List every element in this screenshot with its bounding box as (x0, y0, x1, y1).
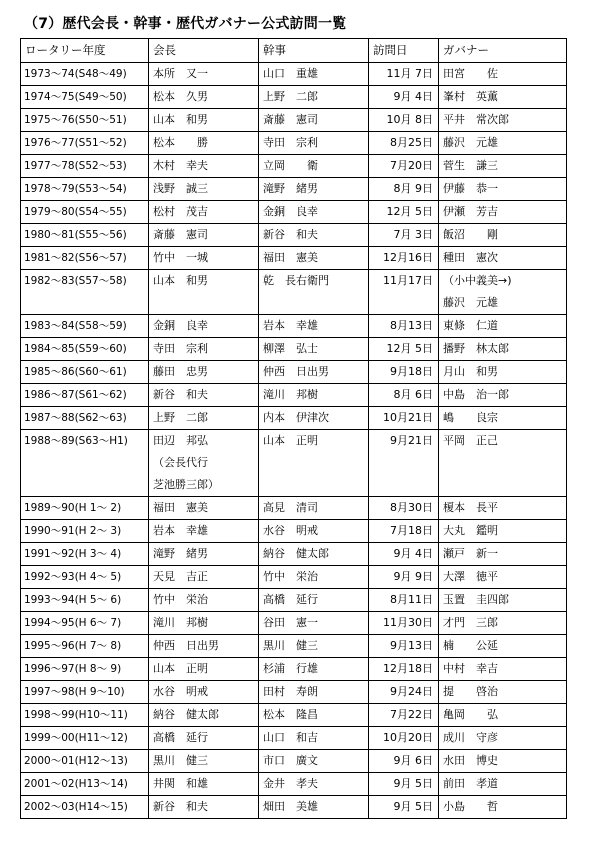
table-row (21, 338, 567, 361)
president-line: 松村 茂吉 (153, 205, 208, 218)
president-line: 黒川 健三 (153, 754, 208, 767)
secretary-cell: 滝野 緒男 (259, 178, 369, 201)
secretary-cell: 山口 重雄 (259, 63, 369, 86)
president-line: 水谷 明戒 (153, 685, 208, 698)
table-row (21, 63, 567, 86)
table-row (21, 270, 567, 315)
governor-line: 楠 公延 (443, 639, 498, 652)
president-line: 山本 和男 (153, 113, 208, 126)
secretary-cell: 谷田 憲一 (259, 612, 369, 635)
table-row (21, 201, 567, 224)
president-cell (149, 750, 259, 773)
governor-cell (439, 727, 567, 750)
president-line: 浅野 誠三 (153, 182, 208, 195)
governor-cell (439, 750, 567, 773)
table-row (21, 315, 567, 338)
year-cell: 1974～75(S49～50) (21, 86, 149, 109)
governor-cell (439, 796, 567, 819)
governor-line: 伊瀬 芳吉 (443, 205, 498, 218)
year-cell: 2000～01(H12～13) (21, 750, 149, 773)
table-row (21, 796, 567, 819)
secretary-cell: 市口 廣文 (259, 750, 369, 773)
visit-date-cell: 8月13日 (369, 315, 439, 338)
visit-date-cell: 11月30日 (369, 612, 439, 635)
secretary-cell: 滝川 邦樹 (259, 384, 369, 407)
president-line: 松本 勝 (153, 136, 208, 149)
president-line: 藤田 忠男 (153, 365, 208, 378)
year-cell: 1981～82(S56～57) (21, 247, 149, 270)
governor-cell (439, 658, 567, 681)
governor-line: 小島 哲 (443, 800, 498, 813)
year-cell: 1991～92(H 3～ 4) (21, 543, 149, 566)
president-cell (149, 681, 259, 704)
president-cell (149, 407, 259, 430)
governor-cell (439, 132, 567, 155)
year-cell: 1977～78(S52～53) (21, 155, 149, 178)
year-cell: 1989～90(H 1～ 2) (21, 497, 149, 520)
visit-date-cell: 12月16日 (369, 247, 439, 270)
visit-date-cell: 12月18日 (369, 658, 439, 681)
visit-date-cell: 7月 3日 (369, 224, 439, 247)
header-year: ロータリー年度 (21, 39, 149, 63)
president-cell (149, 361, 259, 384)
year-cell: 1997～98(H 9～10) (21, 681, 149, 704)
visit-date-cell: 9月21日 (369, 430, 439, 497)
visit-date-cell: 9月 5日 (369, 773, 439, 796)
year-cell: 1998～99(H10～11) (21, 704, 149, 727)
president-line: 金銅 良幸 (153, 319, 208, 332)
year-cell: 1978～79(S53～54) (21, 178, 149, 201)
secretary-cell: 畑田 美雄 (259, 796, 369, 819)
governor-cell (439, 86, 567, 109)
year-cell: 1990～91(H 2～ 3) (21, 520, 149, 543)
governor-cell (439, 315, 567, 338)
visit-date-cell: 9月 4日 (369, 543, 439, 566)
governor-cell (439, 384, 567, 407)
secretary-cell: 高見 清司 (259, 497, 369, 520)
governor-line: 平岡 正己 (443, 434, 498, 447)
president-line: 天見 吉正 (153, 570, 208, 583)
table-row (21, 566, 567, 589)
governor-line: 提 啓治 (443, 685, 498, 698)
visit-date-cell: 11月 7日 (369, 63, 439, 86)
secretary-cell: 松本 隆昌 (259, 704, 369, 727)
president-cell (149, 270, 259, 315)
year-cell: 1976～77(S51～52) (21, 132, 149, 155)
header-row (21, 39, 567, 63)
table-row (21, 773, 567, 796)
governor-line: 菅生 謙三 (443, 159, 498, 172)
table-row (21, 658, 567, 681)
secretary-cell: 斎藤 憲司 (259, 109, 369, 132)
president-line: 新谷 和夫 (153, 388, 208, 401)
president-cell (149, 224, 259, 247)
table-row (21, 520, 567, 543)
president-cell (149, 247, 259, 270)
secretary-cell: 水谷 明戒 (259, 520, 369, 543)
year-cell: 1994～95(H 6～ 7) (21, 612, 149, 635)
president-line: 仲西 日出男 (153, 639, 219, 652)
governor-cell (439, 63, 567, 86)
table-row (21, 750, 567, 773)
year-cell: 1975～76(S50～51) (21, 109, 149, 132)
secretary-cell: 金銅 良幸 (259, 201, 369, 224)
year-cell: 1979～80(S54～55) (21, 201, 149, 224)
president-line: （会長代行 (153, 456, 208, 469)
secretary-cell: 金井 孝夫 (259, 773, 369, 796)
president-line: 松本 久男 (153, 90, 208, 103)
table-row (21, 109, 567, 132)
secretary-cell: 上野 二郎 (259, 86, 369, 109)
table-row (21, 543, 567, 566)
secretary-cell: 杉浦 行雄 (259, 658, 369, 681)
president-cell (149, 155, 259, 178)
governor-cell (439, 704, 567, 727)
governor-line: 才門 三郎 (443, 616, 498, 629)
governor-line: 嶋 良宗 (443, 411, 498, 424)
year-cell: 1992～93(H 4～ 5) (21, 566, 149, 589)
year-cell: 1995～96(H 7～ 8) (21, 635, 149, 658)
visit-date-cell: 9月13日 (369, 635, 439, 658)
visit-date-cell: 9月 5日 (369, 796, 439, 819)
table-row (21, 178, 567, 201)
visit-date-cell: 10月21日 (369, 407, 439, 430)
table-row (21, 430, 567, 497)
president-cell (149, 63, 259, 86)
table-row (21, 612, 567, 635)
president-cell (149, 543, 259, 566)
governor-line: 榎本 長平 (443, 501, 498, 514)
president-line: 竹中 栄治 (153, 593, 208, 606)
governor-cell (439, 566, 567, 589)
president-cell (149, 796, 259, 819)
table-row (21, 384, 567, 407)
governor-line: 伊藤 恭一 (443, 182, 498, 195)
governor-cell (439, 520, 567, 543)
governor-line: 藤沢 元雄 (443, 296, 498, 309)
table-row (21, 86, 567, 109)
president-line: 斎藤 憲司 (153, 228, 208, 241)
president-line: 岩本 幸雄 (153, 524, 208, 537)
governor-cell (439, 270, 567, 315)
table-row (21, 681, 567, 704)
president-line: 井関 和雄 (153, 777, 208, 790)
visit-date-cell: 9月 4日 (369, 86, 439, 109)
visit-date-cell: 8月 9日 (369, 178, 439, 201)
visit-date-cell: 7月22日 (369, 704, 439, 727)
president-cell (149, 132, 259, 155)
table-row (21, 155, 567, 178)
table-row (21, 224, 567, 247)
president-cell (149, 612, 259, 635)
governor-cell (439, 224, 567, 247)
president-cell (149, 704, 259, 727)
year-cell: 1987～88(S62～63) (21, 407, 149, 430)
president-cell (149, 727, 259, 750)
governor-cell (439, 635, 567, 658)
year-cell: 2002～03(H14～15) (21, 796, 149, 819)
president-cell (149, 178, 259, 201)
table-row (21, 497, 567, 520)
governor-line: 瀬戸 新一 (443, 547, 498, 560)
year-cell: 1993～94(H 5～ 6) (21, 589, 149, 612)
president-line: 新谷 和夫 (153, 800, 208, 813)
governor-line: 大丸 鑑明 (443, 524, 498, 537)
governor-cell (439, 543, 567, 566)
visit-date-cell: 9月 6日 (369, 750, 439, 773)
governor-cell (439, 407, 567, 430)
year-cell: 1986～87(S61～62) (21, 384, 149, 407)
president-line: 滝野 緒男 (153, 547, 208, 560)
governor-cell (439, 338, 567, 361)
visit-date-cell: 9月 9日 (369, 566, 439, 589)
secretary-cell: 立岡 衛 (259, 155, 369, 178)
table-row (21, 361, 567, 384)
president-cell (149, 773, 259, 796)
table-row (21, 704, 567, 727)
governor-line: 播野 林太郎 (443, 342, 509, 355)
year-cell: 1984～85(S59～60) (21, 338, 149, 361)
header-secretary: 幹事 (259, 39, 369, 63)
president-line: 田辺 邦弘 (153, 434, 208, 447)
governor-line: 飯沼 剛 (443, 228, 498, 241)
governor-cell (439, 178, 567, 201)
visit-date-cell: 10月 8日 (369, 109, 439, 132)
governor-line: 大澤 徳平 (443, 570, 498, 583)
governor-line: 種田 憲次 (443, 251, 498, 264)
president-cell (149, 384, 259, 407)
governor-line: 月山 和男 (443, 365, 498, 378)
governor-cell (439, 247, 567, 270)
president-line: 上野 二郎 (153, 411, 208, 424)
year-cell: 2001～02(H13～14) (21, 773, 149, 796)
president-cell (149, 338, 259, 361)
visit-date-cell: 9月18日 (369, 361, 439, 384)
secretary-cell: 新谷 和夫 (259, 224, 369, 247)
president-line: 寺田 宗利 (153, 342, 208, 355)
table-row (21, 132, 567, 155)
governor-line: 玉置 圭四郎 (443, 593, 509, 606)
governor-line: 東條 仁道 (443, 319, 498, 332)
table-row (21, 247, 567, 270)
governor-cell (439, 589, 567, 612)
governor-cell (439, 155, 567, 178)
governor-line: 峯村 英薫 (443, 90, 498, 103)
president-cell (149, 497, 259, 520)
governor-cell (439, 497, 567, 520)
visit-date-cell: 8月 6日 (369, 384, 439, 407)
secretary-cell: 柳澤 弘士 (259, 338, 369, 361)
president-cell (149, 430, 259, 497)
governor-cell (439, 612, 567, 635)
president-line: 芝池勝三郎） (153, 478, 219, 491)
year-cell: 1996～97(H 8～ 9) (21, 658, 149, 681)
visit-date-cell: 9月24日 (369, 681, 439, 704)
year-cell: 1999～00(H11～12) (21, 727, 149, 750)
table-row (21, 589, 567, 612)
president-cell (149, 520, 259, 543)
president-line: 福田 憲美 (153, 501, 208, 514)
secretary-cell: 納谷 健太郎 (259, 543, 369, 566)
secretary-cell: 黒川 健三 (259, 635, 369, 658)
year-cell: 1982～83(S57～58) (21, 270, 149, 315)
president-line: 納谷 健太郎 (153, 708, 219, 721)
table-row (21, 407, 567, 430)
governor-cell (439, 773, 567, 796)
president-cell (149, 566, 259, 589)
visit-date-cell: 11月17日 (369, 270, 439, 315)
header-president: 会長 (149, 39, 259, 63)
governor-line: 水田 博史 (443, 754, 498, 767)
visit-date-cell: 8月25日 (369, 132, 439, 155)
secretary-cell: 寺田 宗利 (259, 132, 369, 155)
secretary-cell: 高橋 延行 (259, 589, 369, 612)
governor-line: （小中義美→) (443, 274, 512, 287)
governor-line: 前田 孝道 (443, 777, 498, 790)
president-cell (149, 589, 259, 612)
header-visit-date: 訪問日 (369, 39, 439, 63)
president-cell (149, 658, 259, 681)
governor-cell (439, 681, 567, 704)
year-cell: 1973～74(S48～49) (21, 63, 149, 86)
visit-date-cell: 10月20日 (369, 727, 439, 750)
year-cell: 1980～81(S55～56) (21, 224, 149, 247)
page-title: （7）歴代会長・幹事・歴代ガバナー公式訪問一覧 (24, 16, 347, 32)
governor-cell (439, 109, 567, 132)
visit-date-cell: 7月18日 (369, 520, 439, 543)
table-body (21, 63, 567, 819)
president-line: 竹中 一城 (153, 251, 208, 264)
governor-line: 田宮 佐 (443, 67, 498, 80)
president-cell (149, 315, 259, 338)
visit-date-cell: 7月20日 (369, 155, 439, 178)
year-cell: 1985～86(S60～61) (21, 361, 149, 384)
governor-line: 藤沢 元雄 (443, 136, 498, 149)
governor-line: 平井 常次郎 (443, 113, 509, 126)
president-line: 山本 和男 (153, 274, 208, 287)
governor-cell (439, 361, 567, 384)
secretary-cell: 竹中 栄治 (259, 566, 369, 589)
president-line: 滝川 邦樹 (153, 616, 208, 629)
president-cell (149, 201, 259, 224)
secretary-cell: 岩本 幸雄 (259, 315, 369, 338)
year-cell: 1988～89(S63～H1) (21, 430, 149, 497)
secretary-cell: 福田 憲美 (259, 247, 369, 270)
visit-date-cell: 8月30日 (369, 497, 439, 520)
year-cell: 1983～84(S58～59) (21, 315, 149, 338)
governor-line: 中村 幸吉 (443, 662, 498, 675)
visits-table (20, 38, 567, 819)
table-row (21, 635, 567, 658)
visit-date-cell: 12月 5日 (369, 338, 439, 361)
governor-line: 亀岡 弘 (443, 708, 498, 721)
secretary-cell: 乾 長右衛門 (259, 270, 369, 315)
president-cell (149, 109, 259, 132)
table-row (21, 727, 567, 750)
visit-date-cell: 12月 5日 (369, 201, 439, 224)
governor-cell (439, 201, 567, 224)
president-cell (149, 86, 259, 109)
president-line: 本所 又一 (153, 67, 208, 80)
secretary-cell: 内本 伊津次 (259, 407, 369, 430)
secretary-cell: 仲西 日出男 (259, 361, 369, 384)
president-cell (149, 635, 259, 658)
president-line: 山本 正明 (153, 662, 208, 675)
header-governor: ガバナー (439, 39, 567, 63)
visit-date-cell: 8月11日 (369, 589, 439, 612)
secretary-cell: 山口 和吉 (259, 727, 369, 750)
president-line: 木村 幸夫 (153, 159, 208, 172)
governor-line: 中島 治一郎 (443, 388, 509, 401)
president-line: 高橋 延行 (153, 731, 208, 744)
secretary-cell: 山本 正明 (259, 430, 369, 497)
governor-line: 成川 守彦 (443, 731, 498, 744)
governor-cell (439, 430, 567, 497)
secretary-cell: 田村 寿朗 (259, 681, 369, 704)
